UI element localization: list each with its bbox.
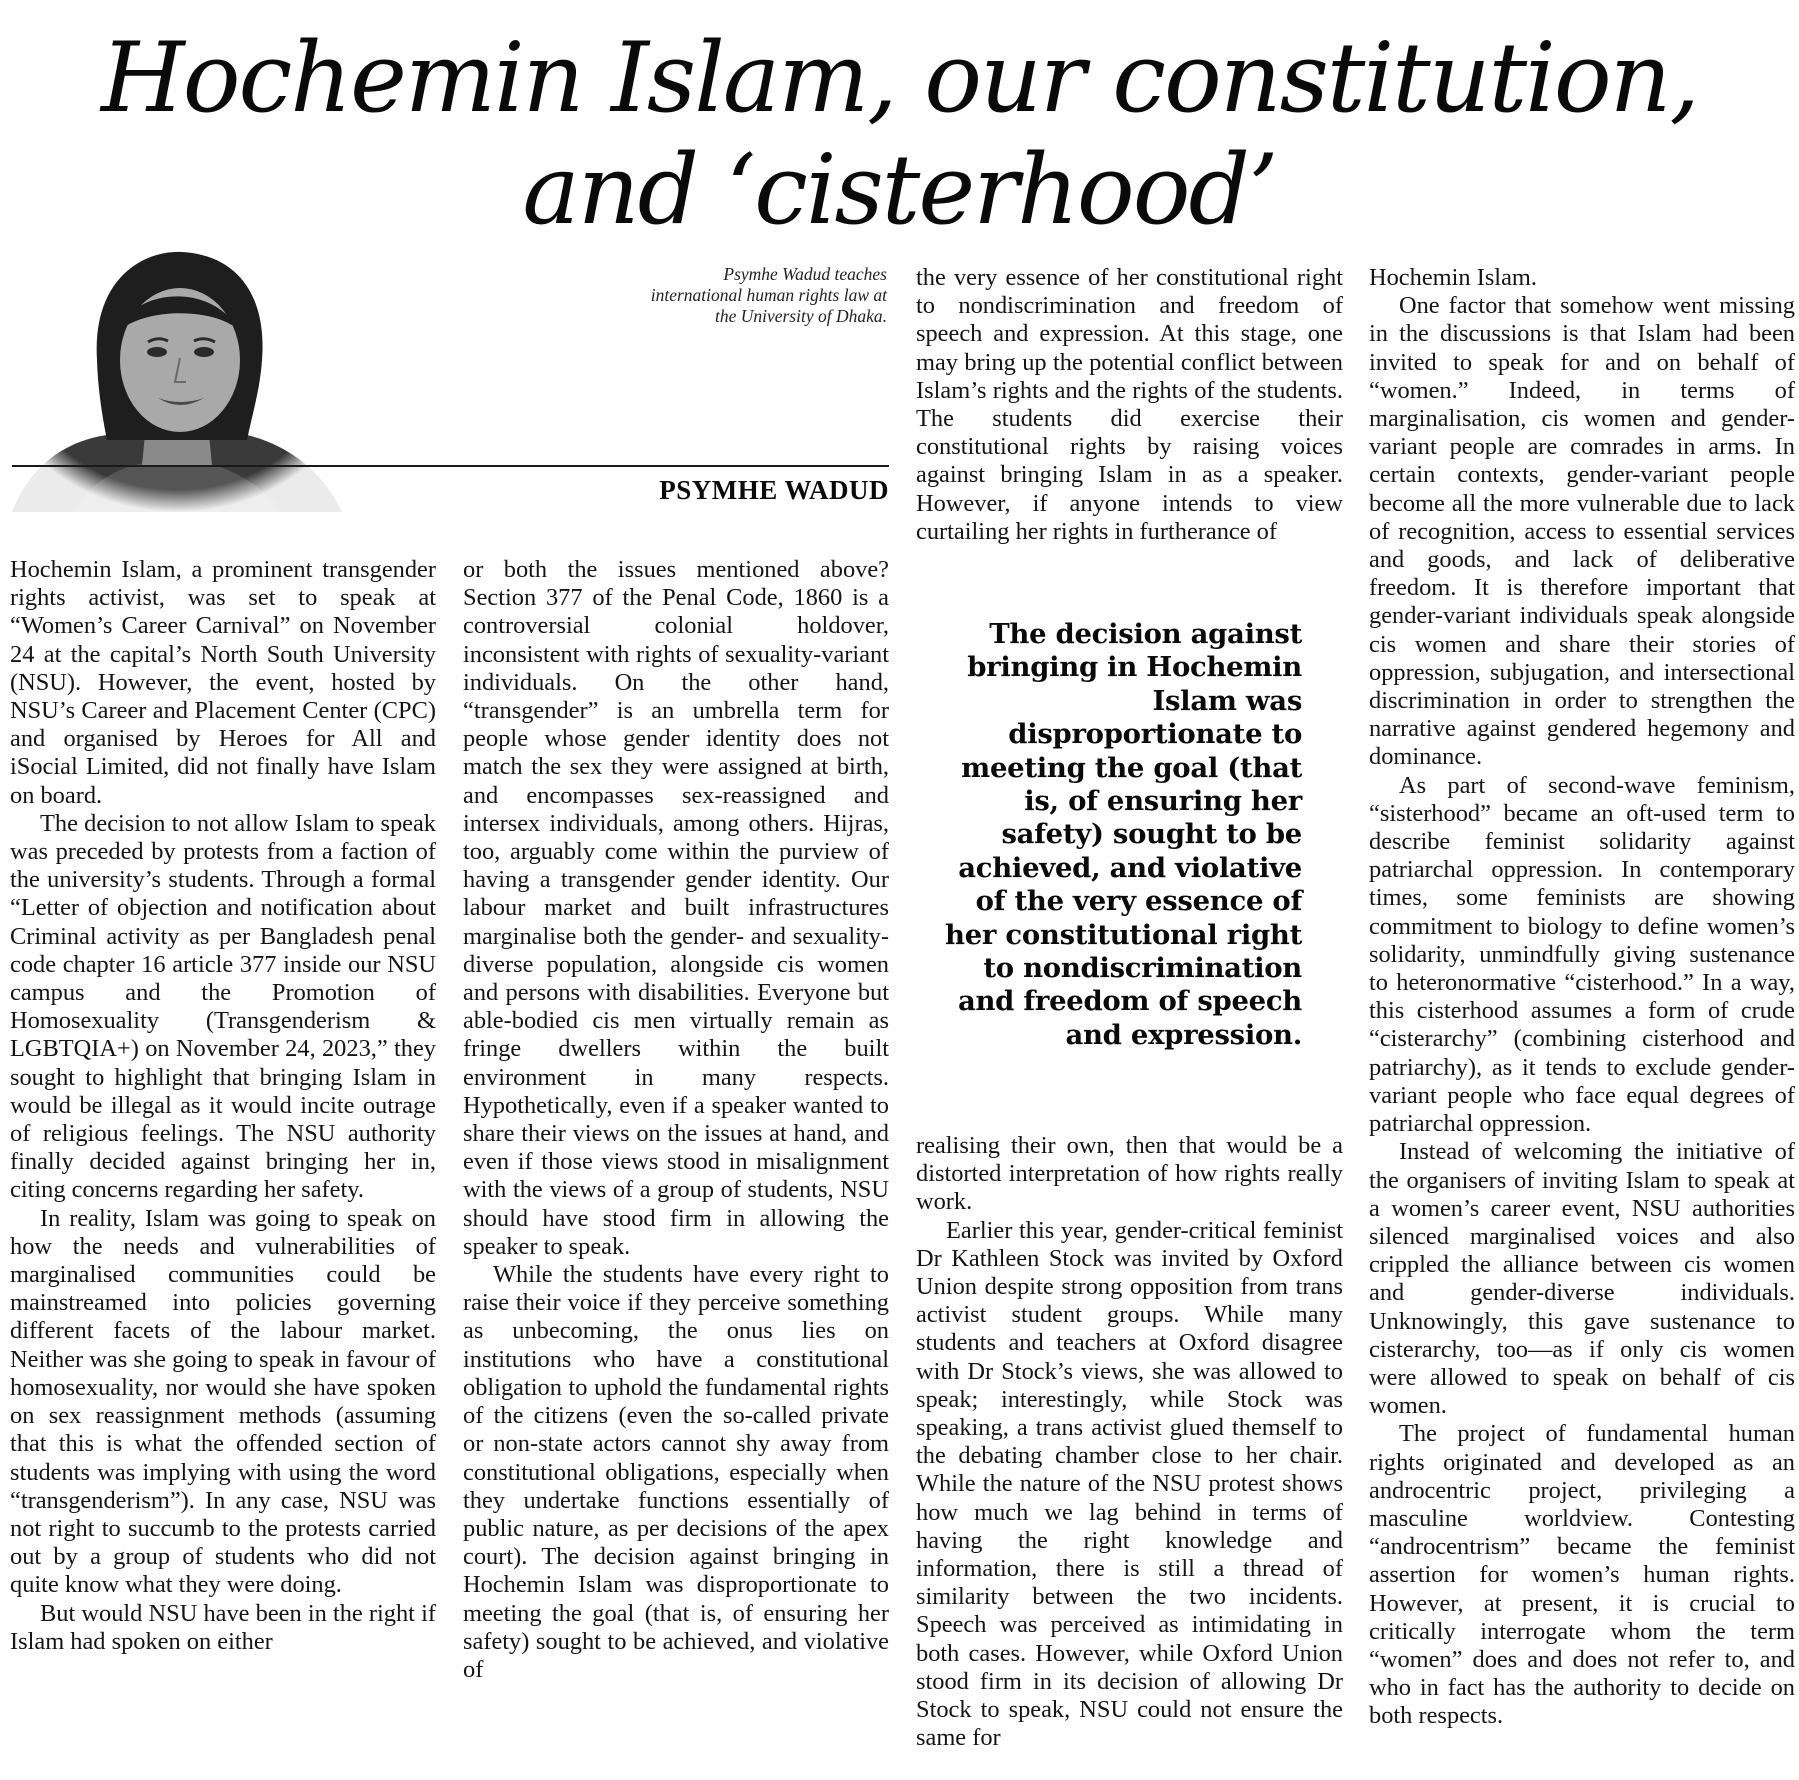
author-bio-line-1: Psymhe Wadud teaches xyxy=(723,264,887,284)
paragraph-9: Instead of welcoming the initiative of the organisers of inviting Islam to speak at a women’s career event, NSU authorities silenced marginalised voices and also crippled the alliance between cis women and gender-diverse individuals. Unknowingly, this gave sustenance to cisterarchy, too—as if only cis women were allowed to speak on behalf of cis women. xyxy=(1369,1138,1795,1420)
paragraph-2: The decision to not allow Islam to speak was preceded by protests from a faction of the university’s students. Through a formal “Letter of objection and notification about Criminal activity as per Bangladesh penal code chapter 16 article 377 inside our NSU campus and the Promotion of Homosexuality (Transgenderism & LGBTQIA+) on November 24, 2023,” they sought to highlight that bringing Islam in would be illegal as it would incite outrage of religious feelings. The NSU authority finally decided against bringing her in, citing concerns regarding her safety. xyxy=(10,809,436,1204)
author-bio-line-3: the University of Dhaka. xyxy=(714,306,887,326)
paragraph-7: One factor that somehow went missing in the discussions is that Islam had been invited to speak for and on behalf of “women.” Indeed, in terms of marginalisation, cis women and gender-variant people are comrades in arms. In certain contexts, gender-variant people become all the more vulnerable due to lack of recognition, access to essential services and goods, and lack of deliberative freedom. It is therefore important that gender-variant individuals speak alongside cis women and share their stories of oppression, subjugation, and intersectional discrimination in order to strengthen the narrative against gendered hegemony and dominance. xyxy=(1369,292,1795,771)
paragraph-10: The project of fundamental human rights originated and developed as an androcentric project, privileging a masculine worldview. Contesting “androcentrism” became the feminist assertion for women’s human rights. However, at present, it is crucial to critically interrogate whom the term “women” does and does not refer to, and who in fact has the authority to decide on both respects. xyxy=(1369,1420,1795,1730)
paragraph-8: As part of second-wave feminism, “sisterhood” became an oft-used term to describe feminist solidarity against patriarchal oppression. In contemporary times, some feminists are showing commitment to biology to define women’s solidarity, unmindfully giving sustenance to heteronormative “cisterhood.” In a way, this cisterhood assumes a form of crude “cisterarchy” (combining cisterhood and patriarchy), as it tends to exclude gender-variant people who face equal degrees of patriarchal oppression. xyxy=(1369,771,1795,1138)
paragraph-4-start: But would NSU have been in the right if Islam had spoken on either xyxy=(10,1599,436,1655)
article-column-1 xyxy=(10,556,436,1656)
headline xyxy=(20,22,1779,246)
headline-line-2: and ‘cisterhood’ xyxy=(522,134,1277,246)
paragraph-6-end: Hochemin Islam. xyxy=(1369,264,1537,291)
paragraph-1: Hochemin Islam, a prominent transgender rights activist, was set to speak at “Women’s Career Carnival” on November 24 at the capital’s North South University (NSU). However, the event, hosted by NSU’s Career and Placement Center (CPC) and organised by Heroes for All and iSocial Limited, did not finally have Islam on board. xyxy=(10,556,436,809)
headline-line-1: Hochemin Islam, our constitution, xyxy=(101,22,1698,134)
article-column-3-bottom xyxy=(916,1132,1343,1752)
byline-rule xyxy=(12,465,889,467)
article-column-4 xyxy=(1369,264,1795,1731)
author-byline: PSYMHE WADUD xyxy=(659,475,889,505)
paragraph-6-start: Earlier this year, gender-critical feminist Dr Kathleen Stock was invited by Oxford Union despite strong opposition from trans activist student groups. While many students and teachers at Oxford disagree with Dr Stock’s views, she was allowed to speak; interestingly, while Stock was speaking, a trans activist glued themself to the debating chamber close to her chair. While the nature of the NSU protest shows how much we lag behind in terms of having the right knowledge and information, there is still a thread of similarity between the two incidents. Speech was perceived as intimidating in both cases. However, while Oxford Union stood firm in its decision of allowing Dr Stock to speak, NSU could not ensure the same for xyxy=(916,1216,1343,1752)
article-column-3-top xyxy=(916,264,1343,546)
paragraph-5-start: While the students have every right to raise their voice if they perceive something as unbecoming, the onus lies on institutions who have a constitutional obligation to uphold the fundamental rights of the citizens (even the so-called private or non-state actors cannot shy away from constitutional obligations, especially when they undertake functions essentially of public nature, as per decisions of the apex court). The decision against bringing in Hochemin Islam was disproportionate to meeting the goal (that is, of ensuring her safety) sought to be achieved, and violative of xyxy=(463,1261,889,1683)
paragraph-3: In reality, Islam was going to speak on how the needs and vulnerabilities of marginalised communities could be mainstreamed into policies governing different facets of the labour market. Neither was she going to speak in favour of homosexuality, nor would she have spoken on sex reassignment methods (assuming that this is what the offended section of students was implying with using the word “transgenderism”). In any case, NSU was not right to succumb to the protests carried out by a group of students who did not quite know what they were doing. xyxy=(10,1204,436,1599)
author-portrait xyxy=(12,240,342,512)
paragraph-5-cont: the very essence of her constitutional right to nondiscrimination and freedom of speech and expression. At this stage, one may bring up the potential conflict between Islam’s rights and the rights of the students. The students did exercise their constitutional rights by raising voices against bringing Islam in as a speaker. However, if anyone intends to view curtailing her rights in furtherance of xyxy=(916,264,1343,545)
article-column-2 xyxy=(463,556,889,1684)
pull-quote: The decision against bringing in Hochemin Islam was disproportionate to meeting the goal (that is, of ensuring her safety) sought to be achieved, and violative of the very essence of her constitutional right to nondiscrimination and freedom of speech and expression. xyxy=(945,618,1302,1051)
paragraph-5-end: realising their own, then that would be a distorted interpretation of how rights really work. xyxy=(916,1132,1343,1216)
author-bio xyxy=(560,264,887,327)
paragraph-4-cont: or both the issues mentioned above? Section 377 of the Penal Code, 1860 is a controversial colonial holdover, inconsistent with rights of sexuality-variant individuals. On the other hand, “transgender” is an umbrella term for people whose gender identity does not match the sex they were assigned at birth, and encompasses sex-reassigned and intersex individuals, among others. Hijras, too, arguably come within the purview of having a transgender gender identity. Our labour market and built infrastructures marginalise both the gender- and sexuality-diverse population, alongside cis women and persons with disabilities. Everyone but able-bodied cis men virtually remain as fringe dwellers within the built environment in many respects. Hypothetically, even if a speaker wanted to share their views on the issues at hand, and even if those views stood in misalignment with the views of a group of students, NSU should have stood firm in allowing the speaker to speak. xyxy=(463,556,889,1260)
author-bio-line-2: international human rights law at xyxy=(650,285,887,305)
